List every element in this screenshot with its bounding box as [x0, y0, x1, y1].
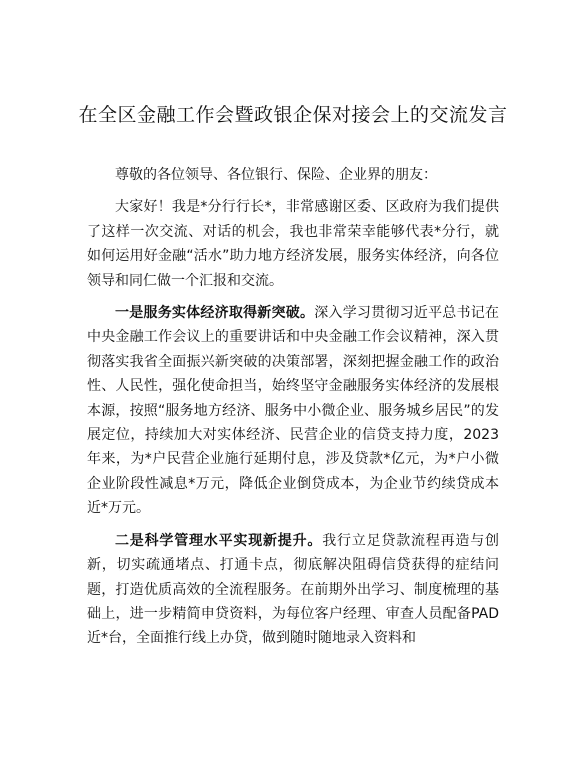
paragraph-greeting: [87, 195, 499, 293]
paragraph-point-one: [87, 301, 499, 521]
salutation: 尊敬的各位领导、各位银行、保险、企业界的朋友：: [115, 167, 437, 183]
paragraph-text: 我行立足贷款流程再造与创新，切实疏通堵点、打通卡点，彻底解决阻碍信贷获得的症结问题，打造优质高效的全流程服务。在前期外出学习、制度梳理的基础上，进一步精简申贷资料，为每位客户经理、审查人员配备PAD近*台，全面推行线上办贷，做到随时随地录入资料和: [87, 532, 500, 647]
document-body: [87, 163, 499, 651]
document-title: 在全区金融工作会暨政银企保对接会上的交流发言: [78, 104, 508, 126]
paragraph-text: 深入学习贯彻习近平总书记在中央金融工作会议上的重要讲话和中央金融工作会议精神，深入贯彻落实我省全面振兴新突破的决策部署，深刻把握金融工作的政治性、人民性，强化使命担当，始终坚守金融服务实体经济的发展根本源，按照“服务地方经济、服务中小微企业、服务城乡居民”的发展定位，持续加大对实体经济、民营企业的信贷支持力度，2023年来，为*户民营企业施行延期付息，涉及贷款*亿元，为*户小微企业阶段性减息*万元，降低企业倒贷成本，为企业节约续贷成本近*万元。: [87, 305, 500, 517]
paragraph-point-two: [87, 529, 499, 651]
paragraph-lead: 二是科学管理水平实现新提升。: [115, 532, 323, 549]
paragraph-text: 大家好！我是*分行行长*，非常感谢区委、区政府为我们提供了这样一次交流、对话的机会，我也非常荣幸能够代表*分行，就如何运用好金融“活水”助力地方经济发展，服务实体经济，向各位领导和同仁做一个汇报和交流。: [87, 199, 499, 289]
paragraph-lead: 一是服务实体经济取得新突破。: [115, 305, 315, 322]
